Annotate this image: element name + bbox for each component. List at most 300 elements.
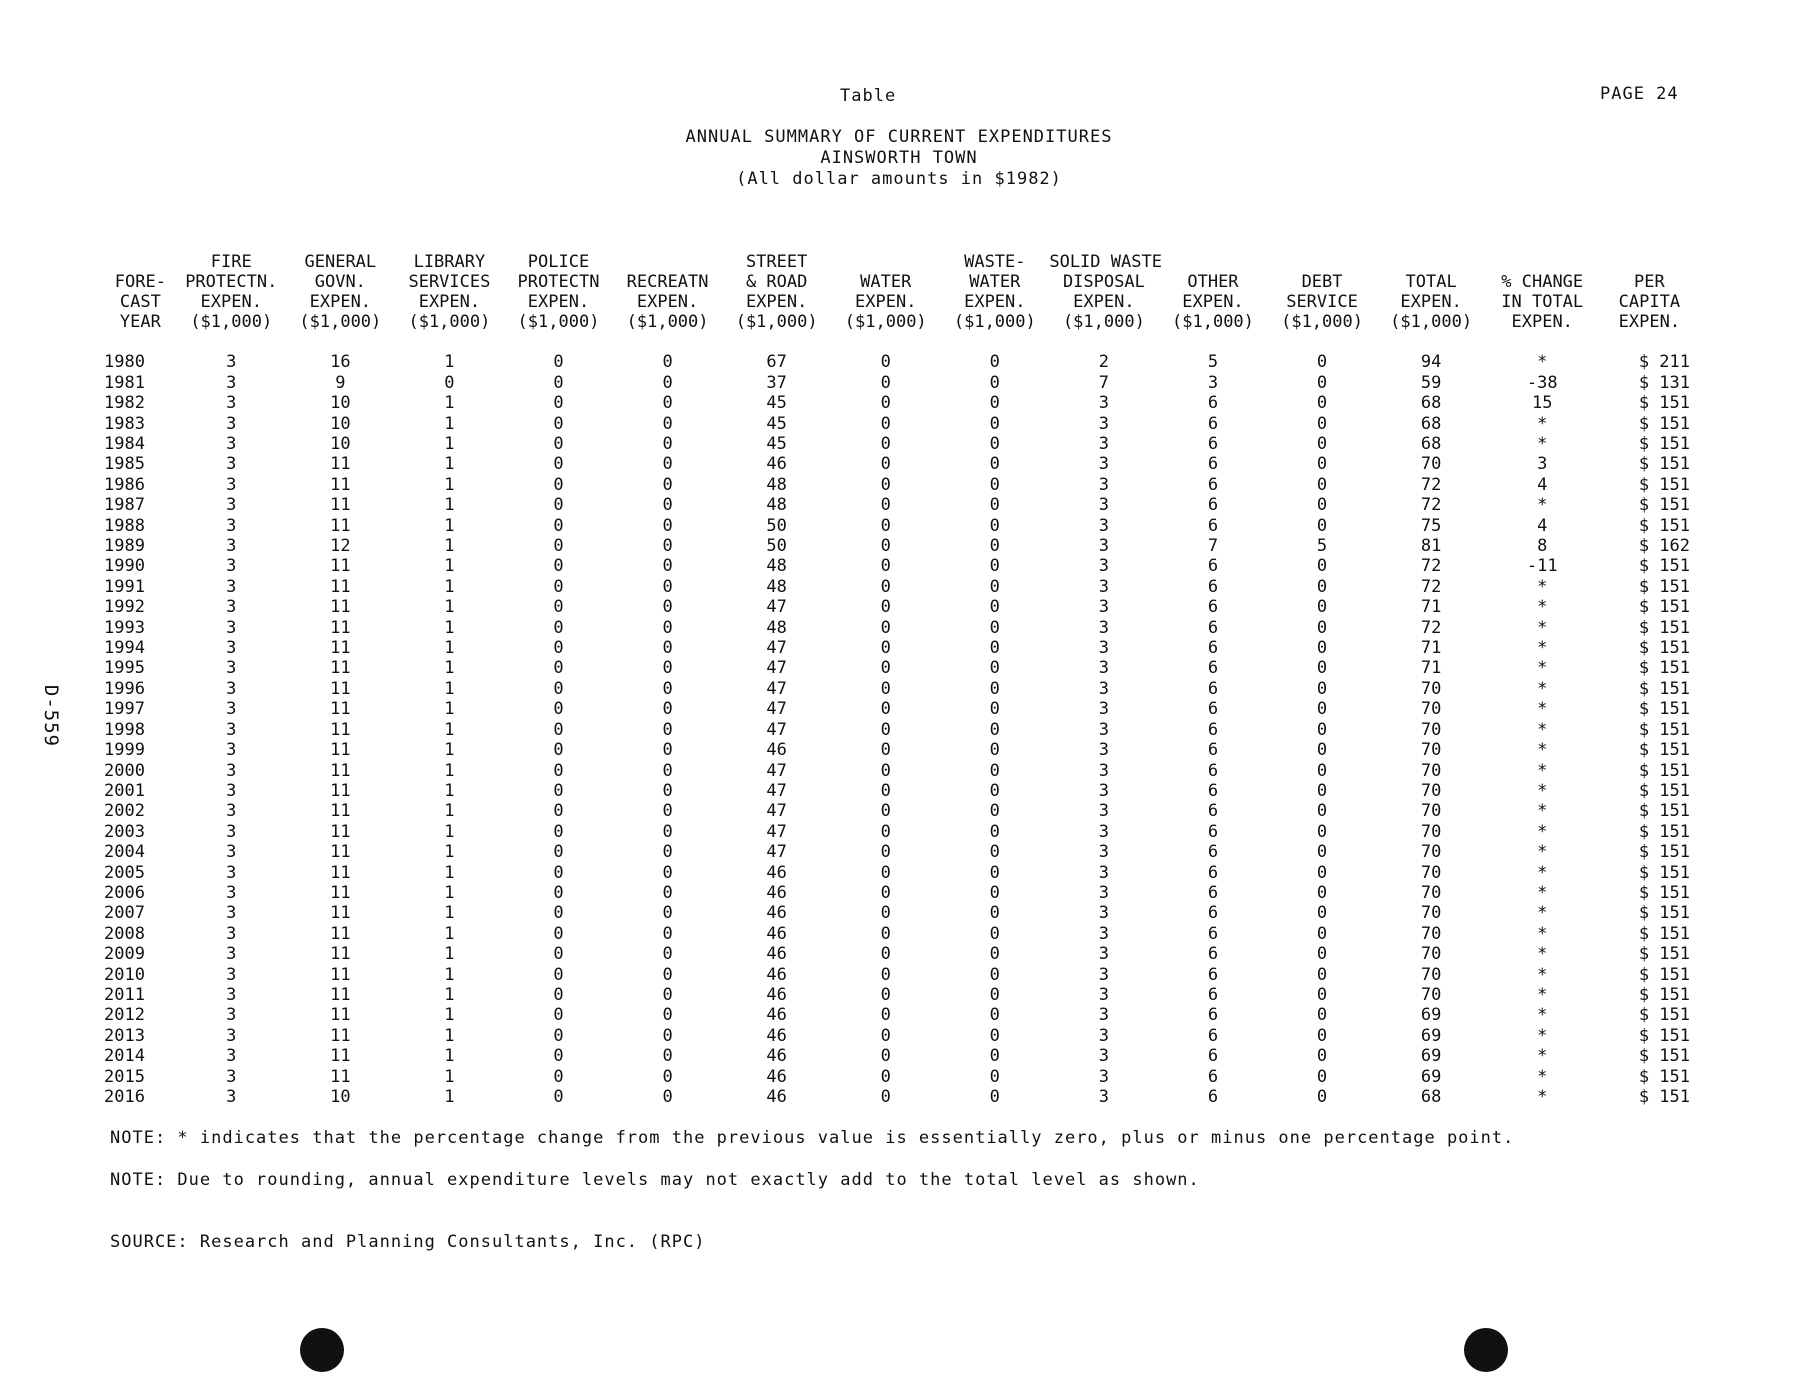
table-cell: 37 (766, 372, 787, 393)
table-cell: 0 (1316, 597, 1328, 618)
table-cell: 0 (989, 1046, 1000, 1067)
table-row (104, 352, 1700, 372)
table-cell: 1 (444, 842, 455, 863)
table-cell: 1991 (104, 576, 145, 597)
column-header-line: EXPEN. (1182, 292, 1244, 312)
table-cell: 1990 (104, 556, 145, 577)
table-cell: 3 (226, 984, 237, 1005)
table-cell: 69 (1420, 1066, 1442, 1087)
table-cell: 68 (1420, 413, 1442, 434)
table-cell: 47 (766, 801, 787, 822)
table-cell: 3 (1098, 638, 1109, 659)
table-cell: 0 (1316, 678, 1328, 699)
column-header-line: & ROAD (745, 272, 808, 292)
table-cell: 0 (553, 372, 564, 393)
table-cell: 3 (1098, 740, 1109, 761)
table-cell: 0 (662, 393, 673, 414)
table-cell: 1 (444, 984, 455, 1005)
table-cell: 3 (226, 923, 237, 944)
column-header-line: WATER (969, 272, 1021, 292)
table-cell: 0 (662, 352, 673, 373)
table-cell: 2001 (104, 780, 145, 801)
table-cell: * (1537, 576, 1548, 597)
table-cell: $ 151 (1638, 638, 1690, 659)
column-header-line: DISPOSAL (1062, 272, 1145, 292)
table-cell: $ 151 (1638, 413, 1690, 434)
table-cell: 0 (1316, 352, 1328, 373)
table-cell: 70 (1420, 862, 1442, 883)
table-cell: 70 (1420, 821, 1442, 842)
table-cell: 0 (662, 515, 673, 536)
table-cell: 0 (662, 1005, 673, 1026)
table-cell: 16 (330, 352, 351, 373)
table-cell: 0 (553, 1025, 564, 1046)
table-cell: 6 (1207, 699, 1219, 720)
table-cell: 3 (1098, 821, 1109, 842)
table-cell: 3 (1098, 903, 1109, 924)
table-cell: 11 (330, 617, 351, 638)
table-cell: $ 151 (1638, 760, 1690, 781)
table-cell: 46 (766, 454, 787, 475)
table-cell: 0 (662, 1025, 673, 1046)
table-cell: 11 (330, 780, 351, 801)
table-cell: 3 (1098, 1025, 1109, 1046)
table-cell: 0 (553, 556, 564, 577)
table-cell: 0 (553, 597, 564, 618)
table-cell: 3 (226, 576, 237, 597)
source-line: SOURCE: Research and Planning Consultants, Inc. (RPC) (110, 1232, 706, 1252)
table-cell: 3 (1098, 474, 1109, 495)
table-cell: 0 (553, 352, 564, 373)
table-cell: 68 (1420, 393, 1442, 414)
column-header-line (831, 252, 940, 272)
table-cell: 3 (1098, 964, 1109, 985)
table-row (104, 985, 1700, 1005)
column-header-line: CAPITA (1618, 292, 1681, 312)
table-cell: 46 (766, 1005, 787, 1026)
table-cell: 12 (330, 536, 351, 557)
table-cell: 72 (1420, 556, 1442, 577)
table-cell: 0 (1316, 780, 1328, 801)
table-cell: 3 (1098, 699, 1109, 720)
table-cell: 3 (1098, 515, 1109, 536)
table-cell: $ 151 (1638, 495, 1690, 516)
table-cell: 0 (989, 434, 1000, 455)
table-cell: 48 (766, 617, 787, 638)
table-cell: 0 (553, 862, 564, 883)
table-cell: $ 151 (1638, 964, 1690, 985)
table-cell: * (1537, 434, 1548, 455)
table-row (104, 577, 1700, 597)
table-cell: 0 (1316, 413, 1328, 434)
table-cell: 47 (766, 842, 787, 863)
table-cell: 1 (444, 719, 455, 740)
table-cell: 2003 (104, 821, 145, 842)
table-cell: 3 (226, 393, 237, 414)
header-spacer-row (104, 332, 1700, 352)
table-cell: 8 (1537, 536, 1548, 557)
table-cell: 1984 (104, 434, 145, 455)
table-cell: 0 (989, 413, 1000, 434)
table-cell: 48 (766, 576, 787, 597)
table-cell: 11 (330, 862, 351, 883)
table-cell: 3 (226, 780, 237, 801)
table-row (104, 1067, 1700, 1087)
table-cell: 3 (1098, 434, 1109, 455)
table-cell: 0 (880, 617, 891, 638)
table-cell: 4 (1537, 474, 1548, 495)
table-cell: 3 (226, 556, 237, 577)
table-cell: 0 (662, 984, 673, 1005)
table-cell: 70 (1420, 780, 1442, 801)
table-cell: 0 (880, 495, 891, 516)
table-cell: * (1537, 719, 1548, 740)
table-cell: 6 (1207, 760, 1219, 781)
table-cell: 11 (330, 984, 351, 1005)
table-cell: 0 (1316, 944, 1328, 965)
table-cell: 3 (226, 658, 237, 679)
table-cell: 67 (766, 352, 787, 373)
table-row (104, 822, 1700, 842)
table-cell: 0 (662, 597, 673, 618)
column-header (395, 248, 504, 332)
column-header-line: CAST (119, 292, 161, 312)
table-cell: 6 (1207, 923, 1219, 944)
table-cell: * (1537, 1025, 1548, 1046)
column-header-line (1486, 252, 1599, 272)
table-cell: 3 (1537, 454, 1548, 475)
table-cell: 6 (1207, 821, 1219, 842)
column-header-line: WASTE- (964, 252, 1026, 272)
table-cell: 11 (330, 740, 351, 761)
table-cell: 0 (880, 597, 891, 618)
column-header-line: TOTAL (1405, 272, 1457, 292)
table-row (104, 597, 1700, 617)
table-cell: $ 151 (1638, 780, 1690, 801)
table-cell: 0 (553, 1087, 564, 1108)
column-header (1268, 248, 1377, 332)
table-cell: 10 (330, 393, 351, 414)
table-cell: 0 (989, 740, 1000, 761)
table-cell: 6 (1207, 515, 1219, 536)
table-cell: 0 (1316, 495, 1328, 516)
table-cell: 1 (444, 1005, 455, 1026)
table-cell: 11 (330, 882, 351, 903)
table-cell: 6 (1207, 597, 1219, 618)
table-cell: 0 (553, 454, 564, 475)
table-cell: 1 (444, 352, 455, 373)
table-row (104, 740, 1700, 760)
table-cell: 11 (330, 678, 351, 699)
table-cell: 6 (1207, 1046, 1219, 1067)
table-cell: * (1537, 780, 1548, 801)
table-cell: 1 (444, 862, 455, 883)
table-cell: 0 (553, 658, 564, 679)
binder-hole-left-icon (300, 1328, 344, 1372)
table-cell: * (1537, 413, 1548, 434)
table-cell: 70 (1420, 964, 1442, 985)
table-row (104, 373, 1700, 393)
table-cell: 0 (880, 740, 891, 761)
table-cell: 6 (1207, 1005, 1219, 1026)
table-cell: 6 (1207, 393, 1219, 414)
table-cell: 0 (989, 536, 1000, 557)
table-cell: 3 (226, 842, 237, 863)
table-cell: 46 (766, 923, 787, 944)
table-cell: 0 (553, 393, 564, 414)
table-cell: 0 (1316, 576, 1328, 597)
table-cell: 0 (1316, 882, 1328, 903)
table-cell: 0 (989, 903, 1000, 924)
table-cell: 0 (662, 780, 673, 801)
table-cell: * (1537, 597, 1548, 618)
table-cell: 3 (1098, 495, 1109, 516)
table-cell: 3 (1098, 944, 1109, 965)
table-cell: $ 151 (1638, 576, 1690, 597)
column-header (1049, 248, 1162, 332)
table-cell: 11 (330, 842, 351, 863)
table-cell: 0 (662, 923, 673, 944)
column-header-line: ($1,000) (626, 312, 709, 332)
table-cell: 6 (1207, 474, 1219, 495)
column-header-row (104, 248, 1700, 332)
table-cell: 1996 (104, 678, 145, 699)
table-cell: 2004 (104, 842, 145, 863)
table-cell: $ 151 (1638, 1025, 1690, 1046)
table-cell: 1 (444, 699, 455, 720)
column-header-line: SERVICE (1286, 292, 1358, 312)
table-cell: 0 (553, 984, 564, 1005)
table-cell: 0 (989, 638, 1000, 659)
table-cell: 11 (330, 515, 351, 536)
table-cell: 6 (1207, 842, 1219, 863)
table-cell: 0 (662, 740, 673, 761)
table-cell: 5 (1316, 536, 1328, 557)
column-header-line: EXPEN. (1618, 312, 1681, 332)
table-cell: 6 (1207, 1066, 1219, 1087)
table-cell: 0 (662, 903, 673, 924)
table-row (104, 903, 1700, 923)
table-cell: 1 (444, 454, 455, 475)
table-cell: 0 (553, 699, 564, 720)
table-cell: 11 (330, 576, 351, 597)
table-cell: 70 (1420, 719, 1442, 740)
table-cell: 70 (1420, 454, 1442, 475)
table-cell: 46 (766, 1087, 787, 1108)
table-cell: $ 151 (1638, 903, 1690, 924)
table-cell: 72 (1420, 576, 1442, 597)
table-cell: 68 (1420, 434, 1442, 455)
table-cell: 11 (330, 638, 351, 659)
table-cell: 6 (1207, 678, 1219, 699)
spacer-cell (104, 332, 1700, 352)
table-cell: 70 (1420, 760, 1442, 781)
table-cell: 1 (444, 903, 455, 924)
column-header-line: ($1,000) (1281, 312, 1363, 332)
table-cell: 46 (766, 964, 787, 985)
table-cell: 6 (1207, 984, 1219, 1005)
table-cell: 45 (766, 413, 787, 434)
table-cell: 1 (444, 495, 455, 516)
table-cell: 0 (1316, 454, 1328, 475)
table-cell: 0 (989, 719, 1000, 740)
table-cell: 0 (662, 842, 673, 863)
table-cell: * (1537, 1087, 1548, 1108)
column-header-line: FIRE (210, 252, 252, 272)
table-cell: 0 (553, 740, 564, 761)
table-cell: 0 (989, 372, 1000, 393)
table-row (104, 1026, 1700, 1046)
table-cell: 6 (1207, 944, 1219, 965)
table-cell: 0 (1316, 1025, 1328, 1046)
table-cell: 0 (662, 413, 673, 434)
table-cell: $ 151 (1638, 923, 1690, 944)
table-cell: $ 151 (1638, 719, 1690, 740)
table-cell: * (1537, 944, 1548, 965)
table-cell: * (1537, 964, 1548, 985)
table-cell: 3 (226, 821, 237, 842)
table-cell: 0 (1316, 842, 1328, 863)
table-cell: * (1537, 1046, 1548, 1067)
table-cell: 3 (226, 903, 237, 924)
column-header-line: EXPEN. (1073, 292, 1135, 312)
table-cell: 1 (444, 882, 455, 903)
table-cell: 11 (330, 821, 351, 842)
table-cell: $ 131 (1638, 372, 1690, 393)
table-cell: 0 (880, 393, 891, 414)
footnote-rounding: NOTE: Due to rounding, annual expenditure levels may not exactly add to the total level as shown. (110, 1170, 1200, 1190)
table-cell: 0 (989, 862, 1000, 883)
column-header-line (1599, 252, 1700, 272)
table-cell: 0 (662, 1066, 673, 1087)
table-cell: 11 (330, 1005, 351, 1026)
table-cell: 0 (989, 576, 1000, 597)
table-cell: 1 (444, 1046, 455, 1067)
table-cell: 1 (444, 821, 455, 842)
table-cell: 1999 (104, 740, 145, 761)
table-cell: 6 (1207, 780, 1219, 801)
table-cell: 0 (553, 719, 564, 740)
table-cell: 0 (1316, 372, 1328, 393)
column-header-line: POLICE (527, 252, 590, 272)
table-cell: 0 (880, 719, 891, 740)
table-cell: 70 (1420, 678, 1442, 699)
table-cell: 11 (330, 1066, 351, 1087)
table-cell: 9 (335, 372, 346, 393)
table-cell: 3 (1098, 1087, 1109, 1108)
table-cell: * (1537, 1066, 1548, 1087)
table-cell: * (1537, 984, 1548, 1005)
table-row (104, 414, 1700, 434)
column-header-line: % CHANGE (1501, 272, 1584, 292)
table-cell: 0 (662, 474, 673, 495)
table-row (104, 761, 1700, 781)
table-cell: 0 (989, 760, 1000, 781)
column-header (940, 248, 1049, 332)
table-cell: 3 (226, 372, 237, 393)
table-cell: 1 (444, 597, 455, 618)
table-cell: 1995 (104, 658, 145, 679)
table-cell: $ 151 (1638, 597, 1690, 618)
column-header-line: ($1,000) (1390, 312, 1473, 332)
table-cell: 0 (1316, 393, 1328, 414)
table-cell: 0 (662, 862, 673, 883)
table-cell: 3 (226, 597, 237, 618)
table-cell: 11 (330, 801, 351, 822)
table-cell: $ 151 (1638, 862, 1690, 883)
table-cell: 6 (1207, 413, 1219, 434)
table-cell: 1982 (104, 393, 145, 414)
table-cell: 0 (989, 495, 1000, 516)
table-cell: 6 (1207, 740, 1219, 761)
table-cell: 1 (444, 638, 455, 659)
table-cell: 0 (1316, 862, 1328, 883)
table-cell: 0 (989, 780, 1000, 801)
table-cell: 46 (766, 984, 787, 1005)
table-cell: * (1537, 842, 1548, 863)
table-cell: 11 (330, 699, 351, 720)
table-cell: 0 (553, 678, 564, 699)
table-cell: 3 (226, 454, 237, 475)
table-cell: $ 151 (1638, 944, 1690, 965)
table-cell: 3 (226, 678, 237, 699)
column-header-line: STREET (745, 252, 808, 272)
table-cell: 0 (1316, 699, 1328, 720)
table-cell: 1 (444, 780, 455, 801)
table-cell: 7 (1207, 536, 1219, 557)
table-cell: 6 (1207, 801, 1219, 822)
table-cell: 47 (766, 638, 787, 659)
table-cell: 0 (989, 821, 1000, 842)
table-cell: 0 (880, 1087, 891, 1108)
table-row (104, 965, 1700, 985)
table-cell: 3 (226, 638, 237, 659)
table-cell: 70 (1420, 903, 1442, 924)
table-cell: 0 (989, 352, 1000, 373)
table-cell: 47 (766, 678, 787, 699)
table-cell: 0 (444, 372, 455, 393)
column-header-line: PROTECTN. (185, 272, 278, 292)
table-cell: 0 (880, 903, 891, 924)
table-cell: 3 (1098, 658, 1109, 679)
table-cell: 1 (444, 740, 455, 761)
table-cell: 11 (330, 454, 351, 475)
table-cell: 0 (880, 413, 891, 434)
table-cell: 0 (662, 434, 673, 455)
table-cell: 46 (766, 1025, 787, 1046)
table-cell: 2015 (104, 1066, 145, 1087)
table-cell: 3 (226, 1046, 237, 1067)
column-header-line (104, 252, 177, 272)
table-row (104, 1046, 1700, 1066)
table-cell: 0 (553, 821, 564, 842)
table-cell: 70 (1420, 740, 1442, 761)
table-cell: 3 (1098, 882, 1109, 903)
table-cell: 1992 (104, 597, 145, 618)
table-cell: 0 (989, 678, 1000, 699)
table-cell: 1 (444, 1087, 455, 1108)
table-cell: 1 (444, 1025, 455, 1046)
table-cell: $ 162 (1638, 536, 1690, 557)
table-cell: 45 (766, 434, 787, 455)
table-cell: 0 (1316, 760, 1328, 781)
table-cell: 69 (1420, 1025, 1442, 1046)
table-cell: $ 151 (1638, 658, 1690, 679)
table-cell: 47 (766, 597, 787, 618)
table-cell: 0 (880, 556, 891, 577)
table-cell: 3 (1207, 372, 1219, 393)
table-cell: 70 (1420, 923, 1442, 944)
